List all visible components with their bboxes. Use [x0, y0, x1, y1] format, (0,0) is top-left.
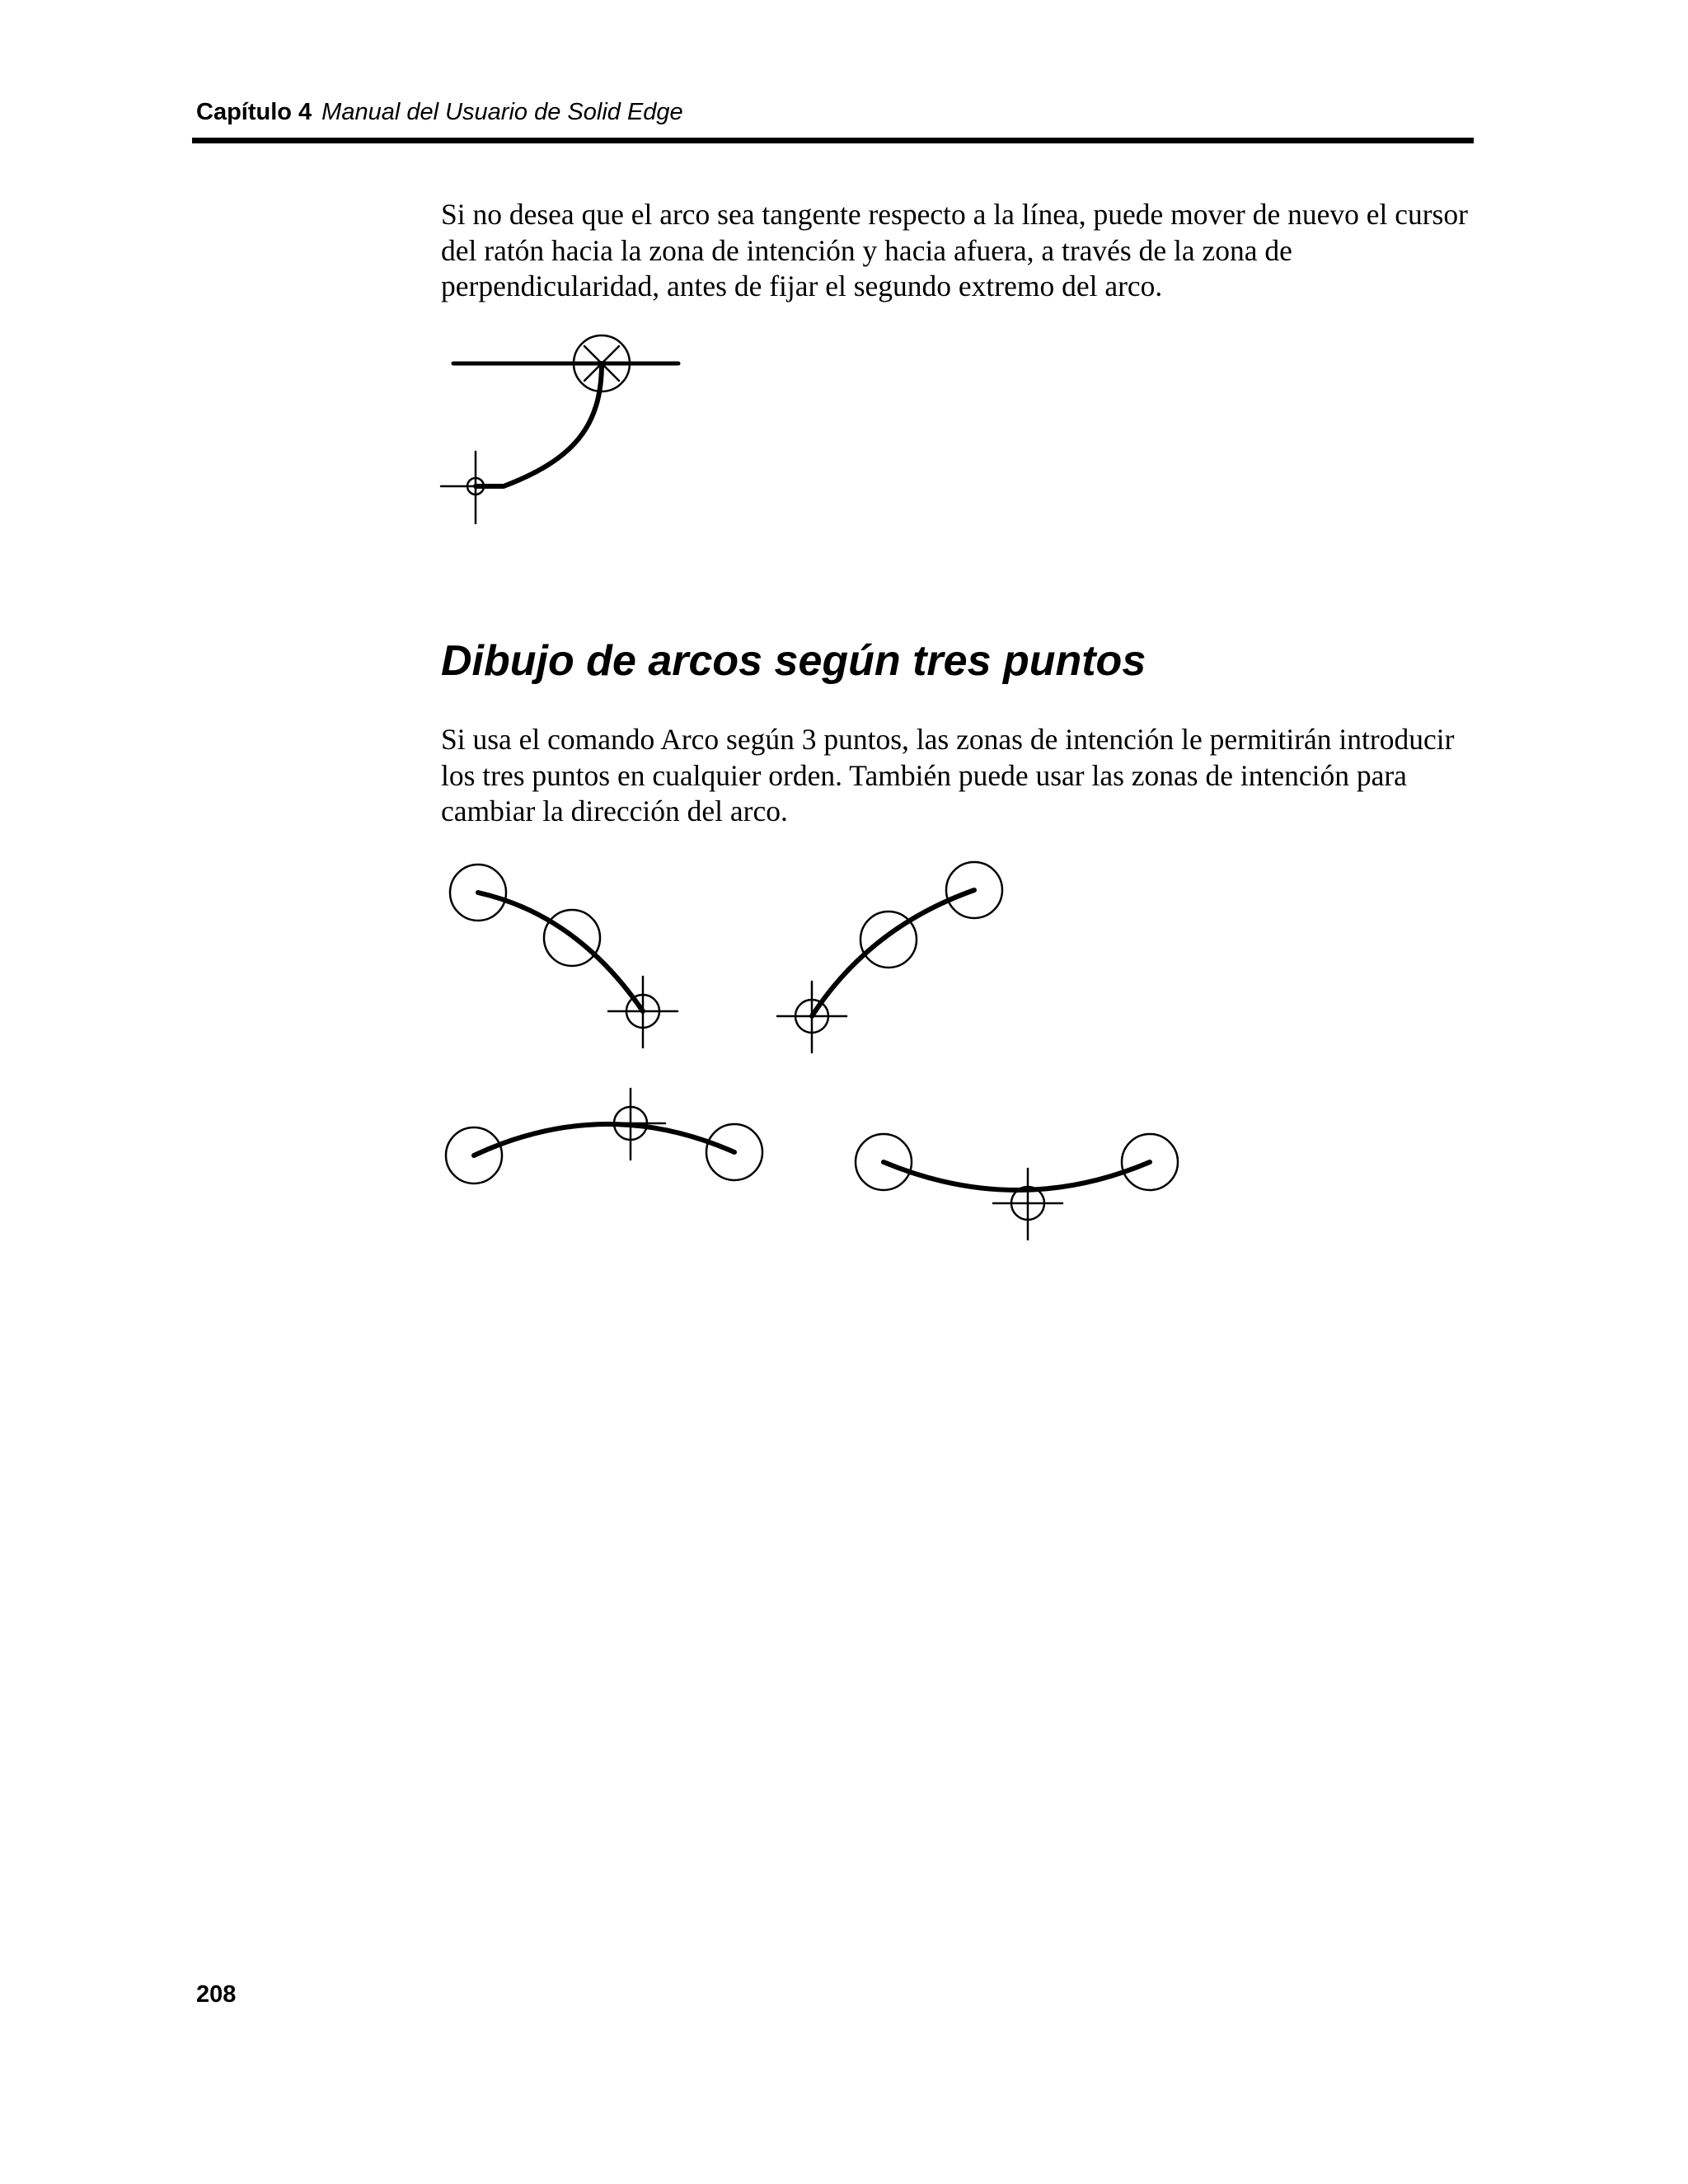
arc-example-top-left: [450, 865, 678, 1047]
running-header: [196, 97, 683, 127]
arc-stroke: [478, 893, 643, 1011]
arc-stroke: [474, 1124, 734, 1155]
header-rule: [192, 138, 1474, 143]
figure-perpendicular-arc: [433, 328, 696, 534]
manual-title: Manual del Usuario de Solid Edge: [321, 99, 683, 125]
arc-example-bottom-left: [446, 1089, 762, 1183]
figure-three-point-arcs: [433, 849, 1191, 1261]
paragraph-three-point-arc: Si usa el comando Arco según 3 puntos, las zonas de intención le permitirán introducir los tres puntos en cualquier orden. También puede usar las zonas de intención para cambiar la dirección del arco.: [441, 723, 1455, 827]
page-number: 208: [196, 1981, 237, 2008]
arc-stroke: [812, 890, 974, 1016]
arc-stroke: [884, 1162, 1150, 1190]
chapter-label: Capítulo 4: [196, 99, 312, 125]
arc-stroke: [476, 363, 602, 486]
section-heading: Dibujo de arcos según tres puntos: [441, 637, 1146, 685]
arc-example-top-right: [777, 862, 1002, 1052]
arc-example-bottom-right: [856, 1134, 1178, 1240]
paragraph-tangent-arc: Si no desea que el arco sea tangente respecto a la línea, puede mover de nuevo el cursor del ratón hacia la zona de intención y hacia afuera, a través de la zona de perpendicularidad, antes de fijar el segundo extremo del arco.: [441, 198, 1468, 302]
